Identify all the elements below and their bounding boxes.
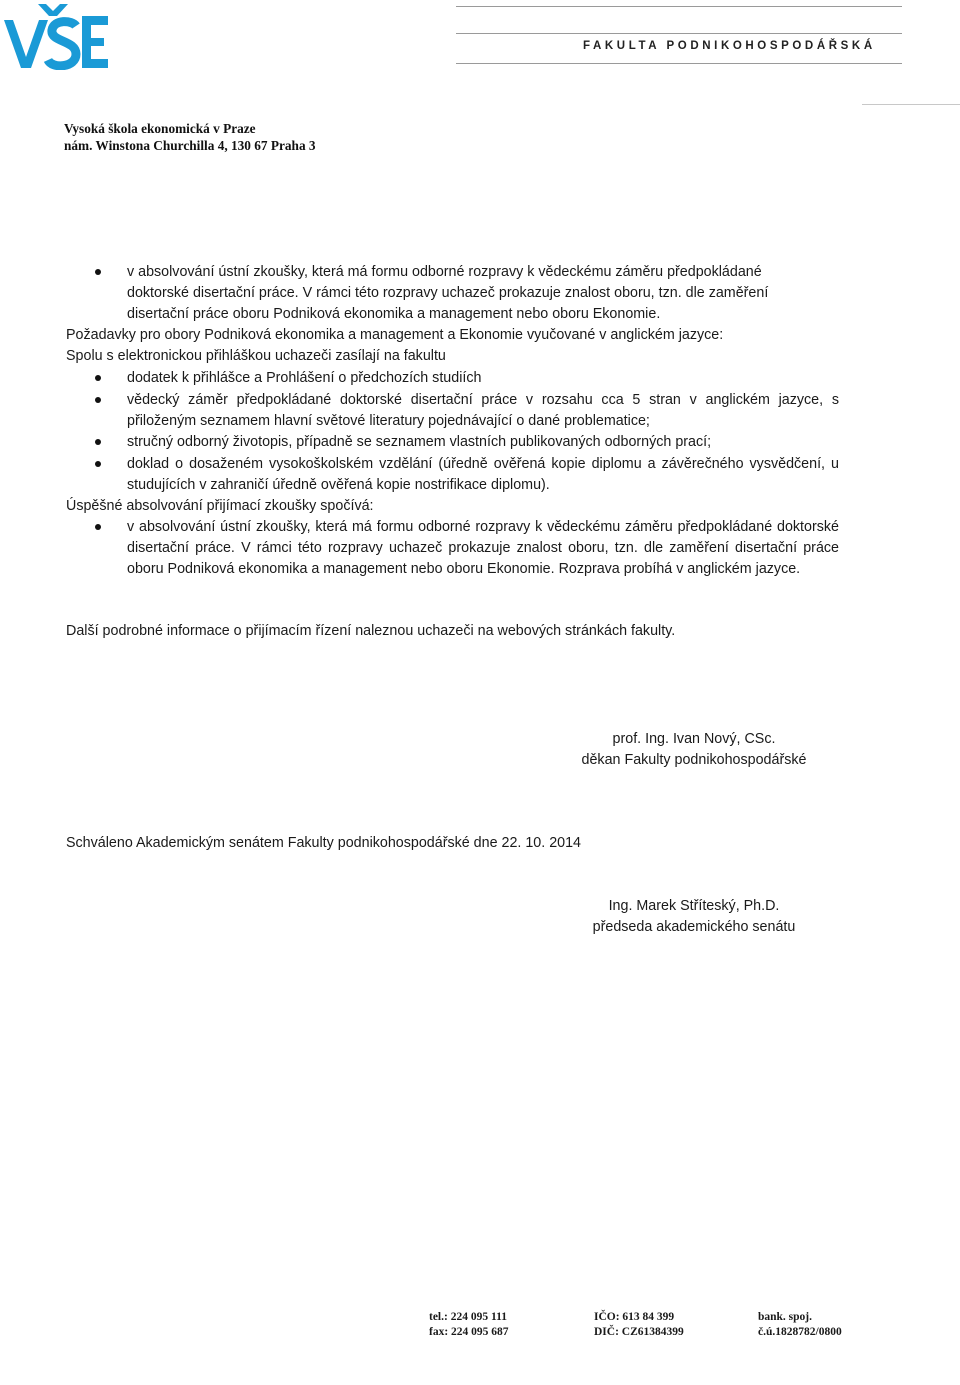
bullet-icon xyxy=(95,439,101,445)
university-address: nám. Winstona Churchilla 4, 130 67 Praha 3 xyxy=(64,138,316,153)
footer-bank xyxy=(758,1310,842,1340)
corner-rule xyxy=(862,104,960,105)
senate-chair-signature xyxy=(560,896,828,938)
dean-title: děkan Fakulty podnikohospodářské xyxy=(581,752,807,768)
top-item-line: v absolvování ústní zkoušky, která má formu odborné rozpravy k vědeckému záměru předpokládané xyxy=(127,264,762,280)
requirement-item: vědecký záměr předpokládané doktorské disertační práce v rozsahu cca 5 stran v anglickém jazyce, s přiloženým seznamem hlavní světové literatury pojednávající o dané problematice; xyxy=(127,392,839,429)
exam-item: v absolvování ústní zkoušky, která má formu odborné rozpravy k vědeckému záměru předpokládané doktorské disertační práce. V rámci této rozpravy uchazeč prokazuje znalost oboru, tzn. dle zaměření disertační práce oboru Podniková ekonomika a management nebo oboru Ekonomie. Rozprava probíhá v anglickém jazyce. xyxy=(127,519,839,577)
footer-tel: tel.: 224 095 111 xyxy=(429,1311,507,1323)
senate-chair-title: předseda akademického senátu xyxy=(592,919,796,935)
approval-statement: Schváleno Akademickým senátem Fakulty podnikohospodářské dne 22. 10. 2014 xyxy=(66,835,582,851)
header-rule xyxy=(456,33,902,34)
requirement-item: dodatek k přihlášce a Prohlášení o předchozích studiích xyxy=(127,370,482,386)
footer-dic: DIČ: CZ61384399 xyxy=(594,1326,684,1338)
footer-ico: IČO: 613 84 399 xyxy=(594,1311,675,1323)
footer-bank-account: č.ú.1828782/0800 xyxy=(758,1326,842,1338)
dean-signature xyxy=(560,729,828,771)
bullet-icon xyxy=(95,269,101,275)
exam-heading: Úspěšné absolvování přijímací zkoušky spočívá: xyxy=(66,498,374,514)
senate-chair-name: Ing. Marek Stříteský, Ph.D. xyxy=(608,898,780,914)
top-item-line: disertační práce oboru Podniková ekonomika a management nebo oboru Ekonomie. xyxy=(127,306,661,322)
bullet-icon xyxy=(95,461,101,467)
header-rule xyxy=(456,6,902,7)
footer-company-ids xyxy=(594,1310,684,1340)
university-name: Vysoká škola ekonomická v Praze xyxy=(64,121,256,136)
requirements-heading: Požadavky pro obory Podniková ekonomika a management a Ekonomie vyučované v anglickém jazyce: xyxy=(66,327,724,343)
top-item-line: doktorské disertační práce. V rámci této rozpravy uchazeč prokazuje znalost oboru, tzn. dle zaměření xyxy=(127,285,769,301)
faculty-name: FAKULTA PODNIKOHOSPODÁŘSKÁ xyxy=(583,40,876,52)
requirement-item: doklad o dosaženém vysokoškolském vzdělání (úředně ověřená kopie diplomu a závěrečného vysvědčení, u studujících v zahraničí úředně ověřená kopie nostrifikace diplomu). xyxy=(127,456,839,493)
requirements-intro: Spolu s elektronickou přihláškou uchazeči zasílají na fakultu xyxy=(66,348,446,364)
bullet-icon xyxy=(95,375,101,381)
bullet-icon xyxy=(95,524,101,530)
header-rule xyxy=(456,63,902,64)
bullet-icon xyxy=(95,397,101,403)
footer-bank-label: bank. spoj. xyxy=(758,1311,813,1323)
top-item xyxy=(127,262,839,325)
more-info: Další podrobné informace o přijímacím řízení naleznou uchazeči na webových stránkách fakulty. xyxy=(66,623,676,639)
dean-name: prof. Ing. Ivan Nový, CSc. xyxy=(612,731,776,747)
footer-contact-phones xyxy=(429,1310,509,1340)
university-address-block xyxy=(64,120,316,154)
requirement-item: stručný odborný životopis, případně se seznamem vlastních publikovaných odborných prací; xyxy=(127,434,712,450)
vse-logo xyxy=(2,2,110,70)
footer-fax: fax: 224 095 687 xyxy=(429,1326,509,1338)
